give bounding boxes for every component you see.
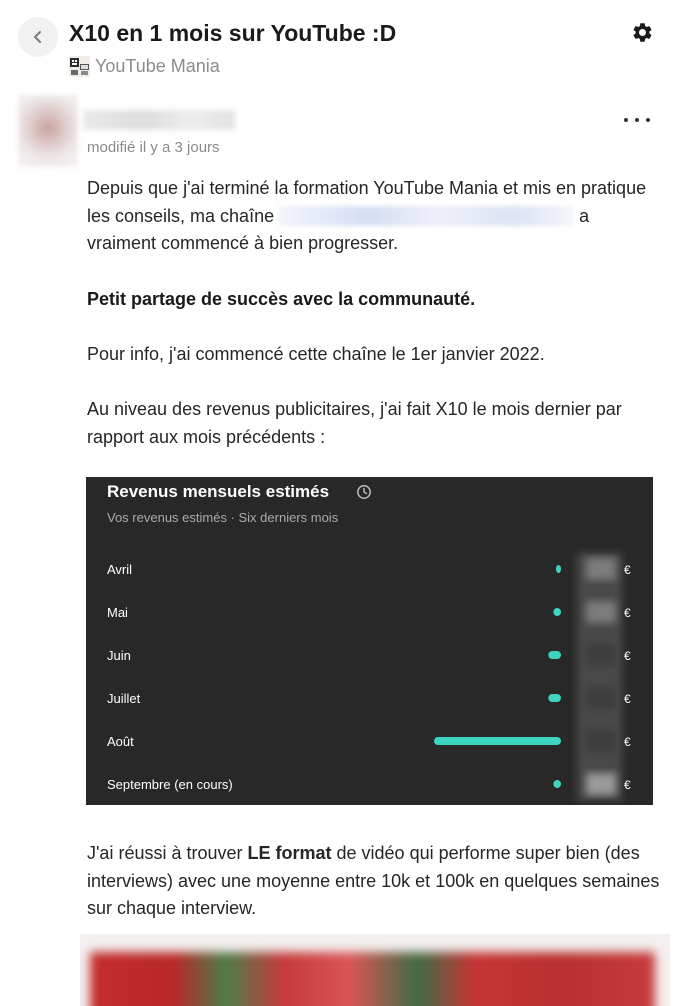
post-paragraph-2: Petit partage de succès avec la communauté. [87, 289, 476, 309]
chart-category-label: Avril [107, 562, 133, 577]
chart-value-unit: € [624, 735, 631, 749]
paragraph-text: de vidéo qui performe super bien (des interviews) avec une moyenne entre 10k et 100k en quelques semaines sur chaque interview. [87, 843, 660, 918]
back-button[interactable] [18, 17, 58, 57]
more-options-button[interactable] [624, 112, 650, 128]
chart-value-unit: € [624, 692, 631, 706]
chart-canvas [86, 477, 653, 805]
chart-bar [556, 565, 561, 573]
paragraph-text: a vraiment commencé à bien progresser. [87, 205, 590, 253]
author-name-redacted[interactable] [83, 110, 235, 130]
more-dot [635, 118, 639, 122]
blurred-image-content [90, 952, 655, 1006]
paragraph-text: J'ai réussi à trouver [87, 843, 248, 863]
paragraph-bold: LE format [247, 843, 332, 863]
group-name: YouTube Mania [95, 56, 220, 76]
blurred-image[interactable] [80, 934, 670, 1006]
chart-value-redacted [586, 687, 616, 709]
more-dot [646, 118, 650, 122]
chart-category-label: Août [107, 734, 134, 749]
chart-value-unit: € [624, 606, 631, 620]
gear-icon[interactable] [631, 21, 654, 44]
post-paragraph-3: Pour info, j'ai commencé cette chaîne le 1er janvier 2022. [87, 344, 545, 364]
chart-value-redacted [586, 644, 616, 666]
channel-link-redacted[interactable] [279, 206, 574, 226]
chart-value-redacted [586, 730, 616, 752]
post-paragraph-1 [87, 175, 662, 258]
chart-value-redacted [586, 773, 616, 795]
chart-category-label: Septembre (en cours) [107, 777, 233, 792]
chevron-left-icon [31, 30, 45, 44]
chart-bar [553, 608, 561, 616]
more-dot [624, 118, 628, 122]
post-paragraph-4: Au niveau des revenus publicitaires, j'ai fait X10 le mois dernier par rapport aux mois précédents : [87, 399, 622, 447]
chart-title: Revenus mensuels estimés [107, 482, 330, 501]
revenue-chart [86, 477, 653, 805]
post-paragraph-5 [87, 840, 662, 923]
avatar[interactable] [18, 95, 78, 167]
chart-value-redacted [586, 601, 616, 623]
chart-bar [548, 694, 561, 702]
chart-bar [553, 780, 561, 788]
chart-value-redacted [586, 558, 616, 580]
paragraph-text: Depuis que j'ai terminé la formation YouTube Mania et mis en pratique les conseils, ma chaîne [87, 178, 647, 226]
chart-bar [434, 737, 561, 745]
chart-value-unit: € [624, 563, 631, 577]
group-link[interactable] [69, 56, 220, 77]
chart-bar [548, 651, 561, 659]
clock-icon[interactable] [356, 484, 372, 500]
chart-value-unit: € [624, 778, 631, 792]
edited-timestamp: modifié il y a 3 jours [87, 139, 220, 156]
group-logo [69, 56, 90, 77]
chart-subtitle: Vos revenus estimés · Six derniers mois [107, 510, 339, 525]
chart-category-label: Juillet [107, 691, 141, 706]
values-redacted [577, 553, 622, 801]
post-title: X10 en 1 mois sur YouTube :D [69, 20, 397, 46]
chart-value-unit: € [624, 649, 631, 663]
chart-category-label: Juin [107, 648, 131, 663]
chart-category-label: Mai [107, 605, 128, 620]
